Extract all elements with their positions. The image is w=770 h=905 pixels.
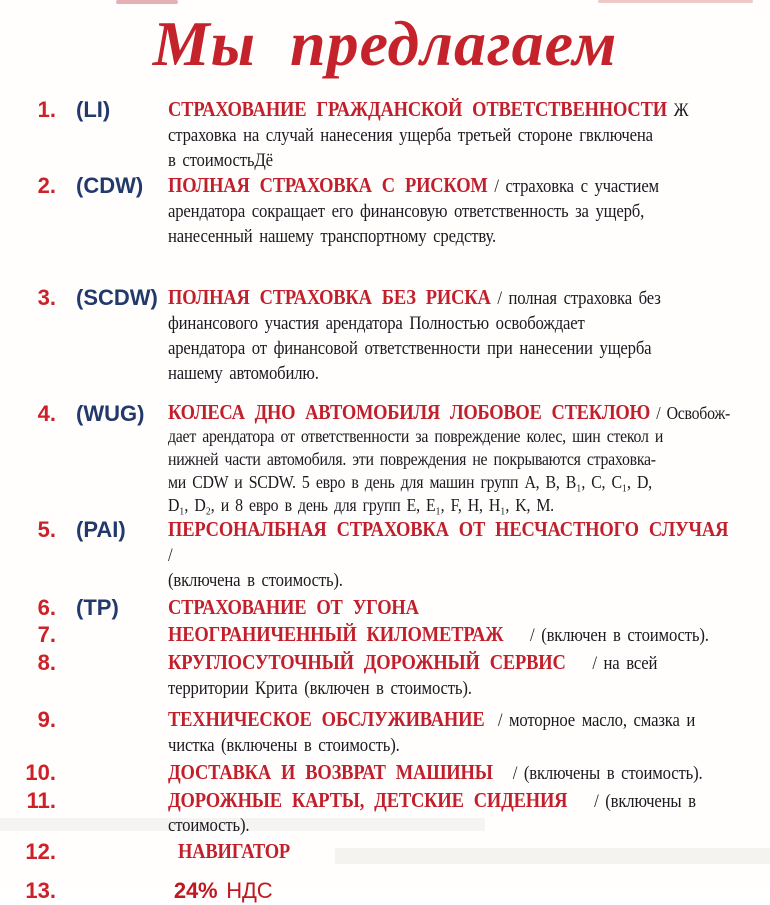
- item-number: 4.: [37, 401, 56, 426]
- list-item: [20, 517, 750, 593]
- title-area: [0, 0, 770, 88]
- item-number: 1.: [37, 97, 56, 122]
- item-text: [168, 707, 750, 758]
- item-description: / Освобож- дает арендатора от ответственности за повреждение колес, шин стекол и нижней части автомобиля. эти повреждения не покрываются страховка- ми CDW и SCDW. 5 евро в день для машин групп A, B, B₁, C, C₁, D, D₁, D₂, и 8 евро в день для групп E, E₁, F, H, H₁, K, M.: [168, 403, 731, 515]
- item-code: (LI): [76, 97, 111, 122]
- item-heading: НАВИГАТОР: [168, 839, 291, 863]
- top-scan-artifact: [116, 0, 178, 4]
- item-code: (WUG): [76, 401, 145, 426]
- item-text: [168, 595, 750, 621]
- item-description: / (включен в стоимость).: [503, 625, 709, 646]
- item-heading: ПЕРСОНАЛБНАЯ СТРАХОВКА ОТ НЕСЧАСТНОГО СЛУЧАЯ: [168, 517, 729, 541]
- services-list: [0, 97, 770, 905]
- item-number: 9.: [37, 707, 56, 732]
- item-number: 7.: [37, 622, 56, 647]
- list-item: [20, 97, 750, 173]
- item-number: 13.: [25, 878, 56, 903]
- item-text: [168, 650, 750, 701]
- list-item: [20, 878, 750, 905]
- item-heading: СТРАХОВАНИЕ ОТ УГОНА: [168, 595, 419, 619]
- item-text: [168, 622, 750, 648]
- item-number: 2.: [37, 173, 56, 198]
- list-item: [20, 760, 750, 786]
- item-description: / (включены в стоимость).: [492, 763, 703, 784]
- item-heading: ПОЛНАЯ СТРАХОВКА С РИСКОМ: [168, 173, 488, 197]
- item-text: [168, 517, 750, 593]
- list-item: [20, 650, 750, 701]
- page-title: Мы предлагаем: [152, 8, 618, 79]
- list-item: [20, 622, 750, 648]
- list-item: [20, 839, 750, 865]
- list-item: [20, 401, 750, 517]
- item-description: / страховка с участием арендатора сокращает его финансовую ответственность за ущерб, нанесенный нашему транспортному средству.: [168, 176, 659, 247]
- item-text: [168, 788, 750, 838]
- item-text: [168, 173, 750, 249]
- item-code: (PAI): [76, 517, 126, 542]
- item-number: 5.: [37, 517, 56, 542]
- item-heading: НЕОГРАНИЧЕННЫЙ КИЛОМЕТРАЖ: [168, 622, 504, 646]
- item-text: [168, 285, 750, 386]
- item-number: 10.: [25, 760, 56, 785]
- item-description: / (включена в стоимость).: [168, 545, 343, 591]
- item-number: 3.: [37, 285, 56, 310]
- item-heading: СТРАХОВАНИЕ ГРАЖДАНСКОЙ ОТВЕТСТВЕННОСТИ: [168, 97, 667, 121]
- item-description: / на всей территории Крита (включен в стоимость).: [168, 653, 658, 699]
- list-item: [20, 707, 750, 758]
- item-heading: КОЛЕСА ДНО АВТОМОБИЛЯ ЛОБОВОЕ СТЕКЛОЮ: [168, 400, 651, 424]
- item-number: 8.: [37, 650, 56, 675]
- item-heading: ДОСТАВКА И ВОЗВРАТ МАШИНЫ: [168, 760, 493, 784]
- item-heading: ПОЛНАЯ СТРАХОВКА БЕЗ РИСКА: [168, 285, 491, 309]
- item-text: [168, 97, 750, 173]
- item-description: / (включены в стоимость).: [168, 791, 696, 836]
- item-number: 6.: [37, 595, 56, 620]
- list-item: [20, 595, 750, 621]
- item-code: (TP): [76, 595, 119, 620]
- item-code: (SCDW): [76, 285, 158, 310]
- list-item: [20, 285, 750, 386]
- item-heading: КРУГЛОСУТОЧНЫЙ ДОРОЖНЫЙ СЕРВИС: [168, 650, 566, 674]
- item-text: [168, 760, 750, 786]
- item-heading: 24%: [168, 878, 218, 903]
- item-description: / полная страховка без финансового участия арендатора Полностью освобождает арендатора от финансовой ответственности при нанесении ущерба нашему автомобилю.: [168, 288, 661, 384]
- item-heading: ТЕХНИЧЕСКОЕ ОБСЛУЖИВАНИЕ: [168, 707, 485, 731]
- item-text: [168, 401, 750, 517]
- item-heading: ДОРОЖНЫЕ КАРТЫ, ДЕТСКИЕ СИДЕНИЯ: [168, 788, 568, 812]
- item-text: [168, 878, 750, 905]
- item-code: (CDW): [76, 173, 144, 198]
- item-text: [168, 839, 750, 865]
- list-item: [20, 173, 750, 249]
- item-number: 12.: [25, 839, 56, 864]
- top-scan-artifact: [598, 0, 753, 3]
- item-description: НДС: [217, 878, 273, 903]
- item-number: 11.: [26, 788, 56, 813]
- item-description: / моторное масло, смазка и чистка (включены в стоимость).: [168, 710, 696, 756]
- item-description: Ж страховка на случай нанесения ущерба третьей стороне гвключена в стоимостьДё: [168, 100, 689, 171]
